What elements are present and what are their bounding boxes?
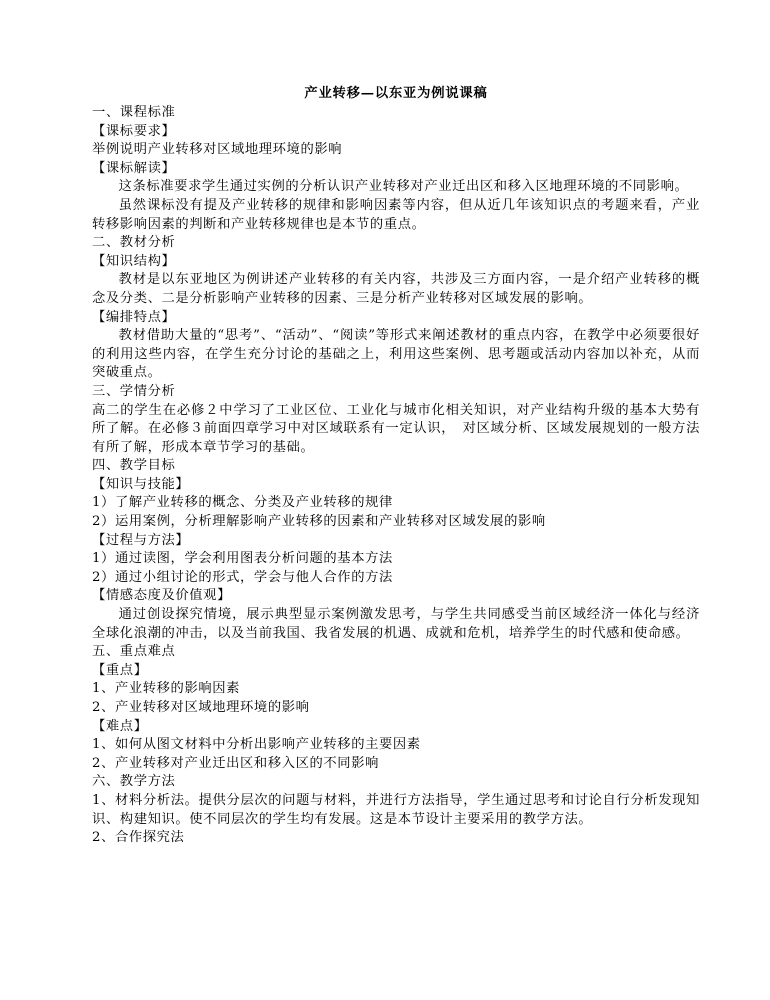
label-emotion-attitude-values: 【情感态度及价值观】 bbox=[92, 588, 231, 604]
document-title: 产业转移—以东亚为例说课稿 bbox=[304, 86, 488, 101]
teaching-method-item-2: 2、合作探究法 bbox=[92, 830, 185, 846]
label-standard-interpretation: 【课标解读】 bbox=[92, 160, 176, 176]
process-method-item-2: 2）通过小组讨论的形式，学会与他人合作的方法 bbox=[92, 569, 393, 585]
learner-analysis-paragraph: 高二的学生在必修２中学习了工业区位、工业化与城市化相关知识，对产业结构升级的基本大势有所了解。在必修３前面四章学习中对区域联系有一定认识， 对区域分析、区域发展规划的一般方法有所了解，形成本章节学习的基础。 bbox=[92, 402, 700, 455]
key-point-item-2: 2、产业转移对区域地理环境的影响 bbox=[92, 700, 310, 715]
standard-requirement-text: 举例说明产业转移对区域地理环境的影响 bbox=[92, 142, 343, 158]
section-heading-teaching-objectives: 四、教学目标 bbox=[92, 458, 176, 474]
difficult-point-item-2: 2、产业转移对产业迁出区和移入区的不同影响 bbox=[92, 755, 379, 771]
section-heading-textbook-analysis: 二、教材分析 bbox=[92, 235, 176, 251]
standard-interpretation-paragraph-2: 虽然课标没有提及产业转移的规律和影响因素等内容，但从近几年该知识点的考题来看，产业转移影响因素的判断和产业转移规律也是本节的重点。 bbox=[92, 197, 700, 232]
label-key-points: 【重点】 bbox=[92, 662, 148, 678]
arrangement-features-paragraph: 教材借助大量的“思考”、“活动”、“阅读”等形式来阐述教材的重点内容，在教学中必须要很好的利用这些内容，在学生充分讨论的基础之上，利用这些案例、思考题或活动内容加以补充，从而突破重点。 bbox=[92, 328, 700, 381]
key-point-item-1: 1、产业转移的影响因素 bbox=[92, 681, 241, 697]
label-arrangement-features: 【编排特点】 bbox=[92, 309, 176, 325]
section-heading-teaching-methods: 六、教学方法 bbox=[92, 774, 176, 790]
difficult-point-item-1: 1、如何从图文材料中分析出影响产业转移的主要因素 bbox=[92, 737, 421, 753]
label-knowledge-structure: 【知识结构】 bbox=[92, 253, 176, 269]
document-page bbox=[92, 84, 700, 848]
label-knowledge-and-skills: 【知识与技能】 bbox=[92, 476, 190, 492]
knowledge-structure-paragraph: 教材是以东亚地区为例讲述产业转移的有关内容，共涉及三方面内容，一是介绍产业转移的概念及分类、二是分析影响产业转移的因素、三是分析产业转移对区域发展的影响。 bbox=[92, 272, 700, 306]
teaching-method-item-1: 1、材料分析法。提供分层次的问题与材料，并进行方法指导，学生通过思考和讨论自行分析发现知识、构建知识。使不同层次的学生均有发展。这是本节设计主要采用的教学方法。 bbox=[92, 792, 700, 827]
label-process-and-methods: 【过程与方法】 bbox=[92, 532, 190, 548]
section-heading-key-difficult-points: 五、重点难点 bbox=[92, 644, 176, 660]
standard-interpretation-paragraph-1: 这条标准要求学生通过实例的分析认识产业转移对产业迁出区和移入区地理环境的不同影响。 bbox=[118, 179, 689, 195]
knowledge-skill-item-1: 1）了解产业转移的概念、分类及产业转移的规律 bbox=[92, 495, 393, 511]
section-heading-curriculum-standard: 一、课程标准 bbox=[92, 105, 176, 120]
label-standard-requirement: 【课标要求】 bbox=[92, 123, 176, 139]
label-difficult-points: 【难点】 bbox=[92, 718, 148, 734]
knowledge-skill-item-2: 2）运用案例，分析理解影响产业转移的因素和产业转移对区域发展的影响 bbox=[92, 514, 546, 530]
emotion-attitude-values-paragraph: 通过创设探究情境，展示典型显示案例激发思考，与学生共同感受当前区域经济一体化与经济全球化浪潮的冲击，以及当前我国、我省发展的机遇、成就和危机，培养学生的时代感和使命感。 bbox=[92, 607, 700, 641]
section-heading-learner-analysis: 三、学情分析 bbox=[92, 383, 176, 399]
process-method-item-1: 1）通过读图，学会利用图表分析问题的基本方法 bbox=[92, 551, 393, 567]
